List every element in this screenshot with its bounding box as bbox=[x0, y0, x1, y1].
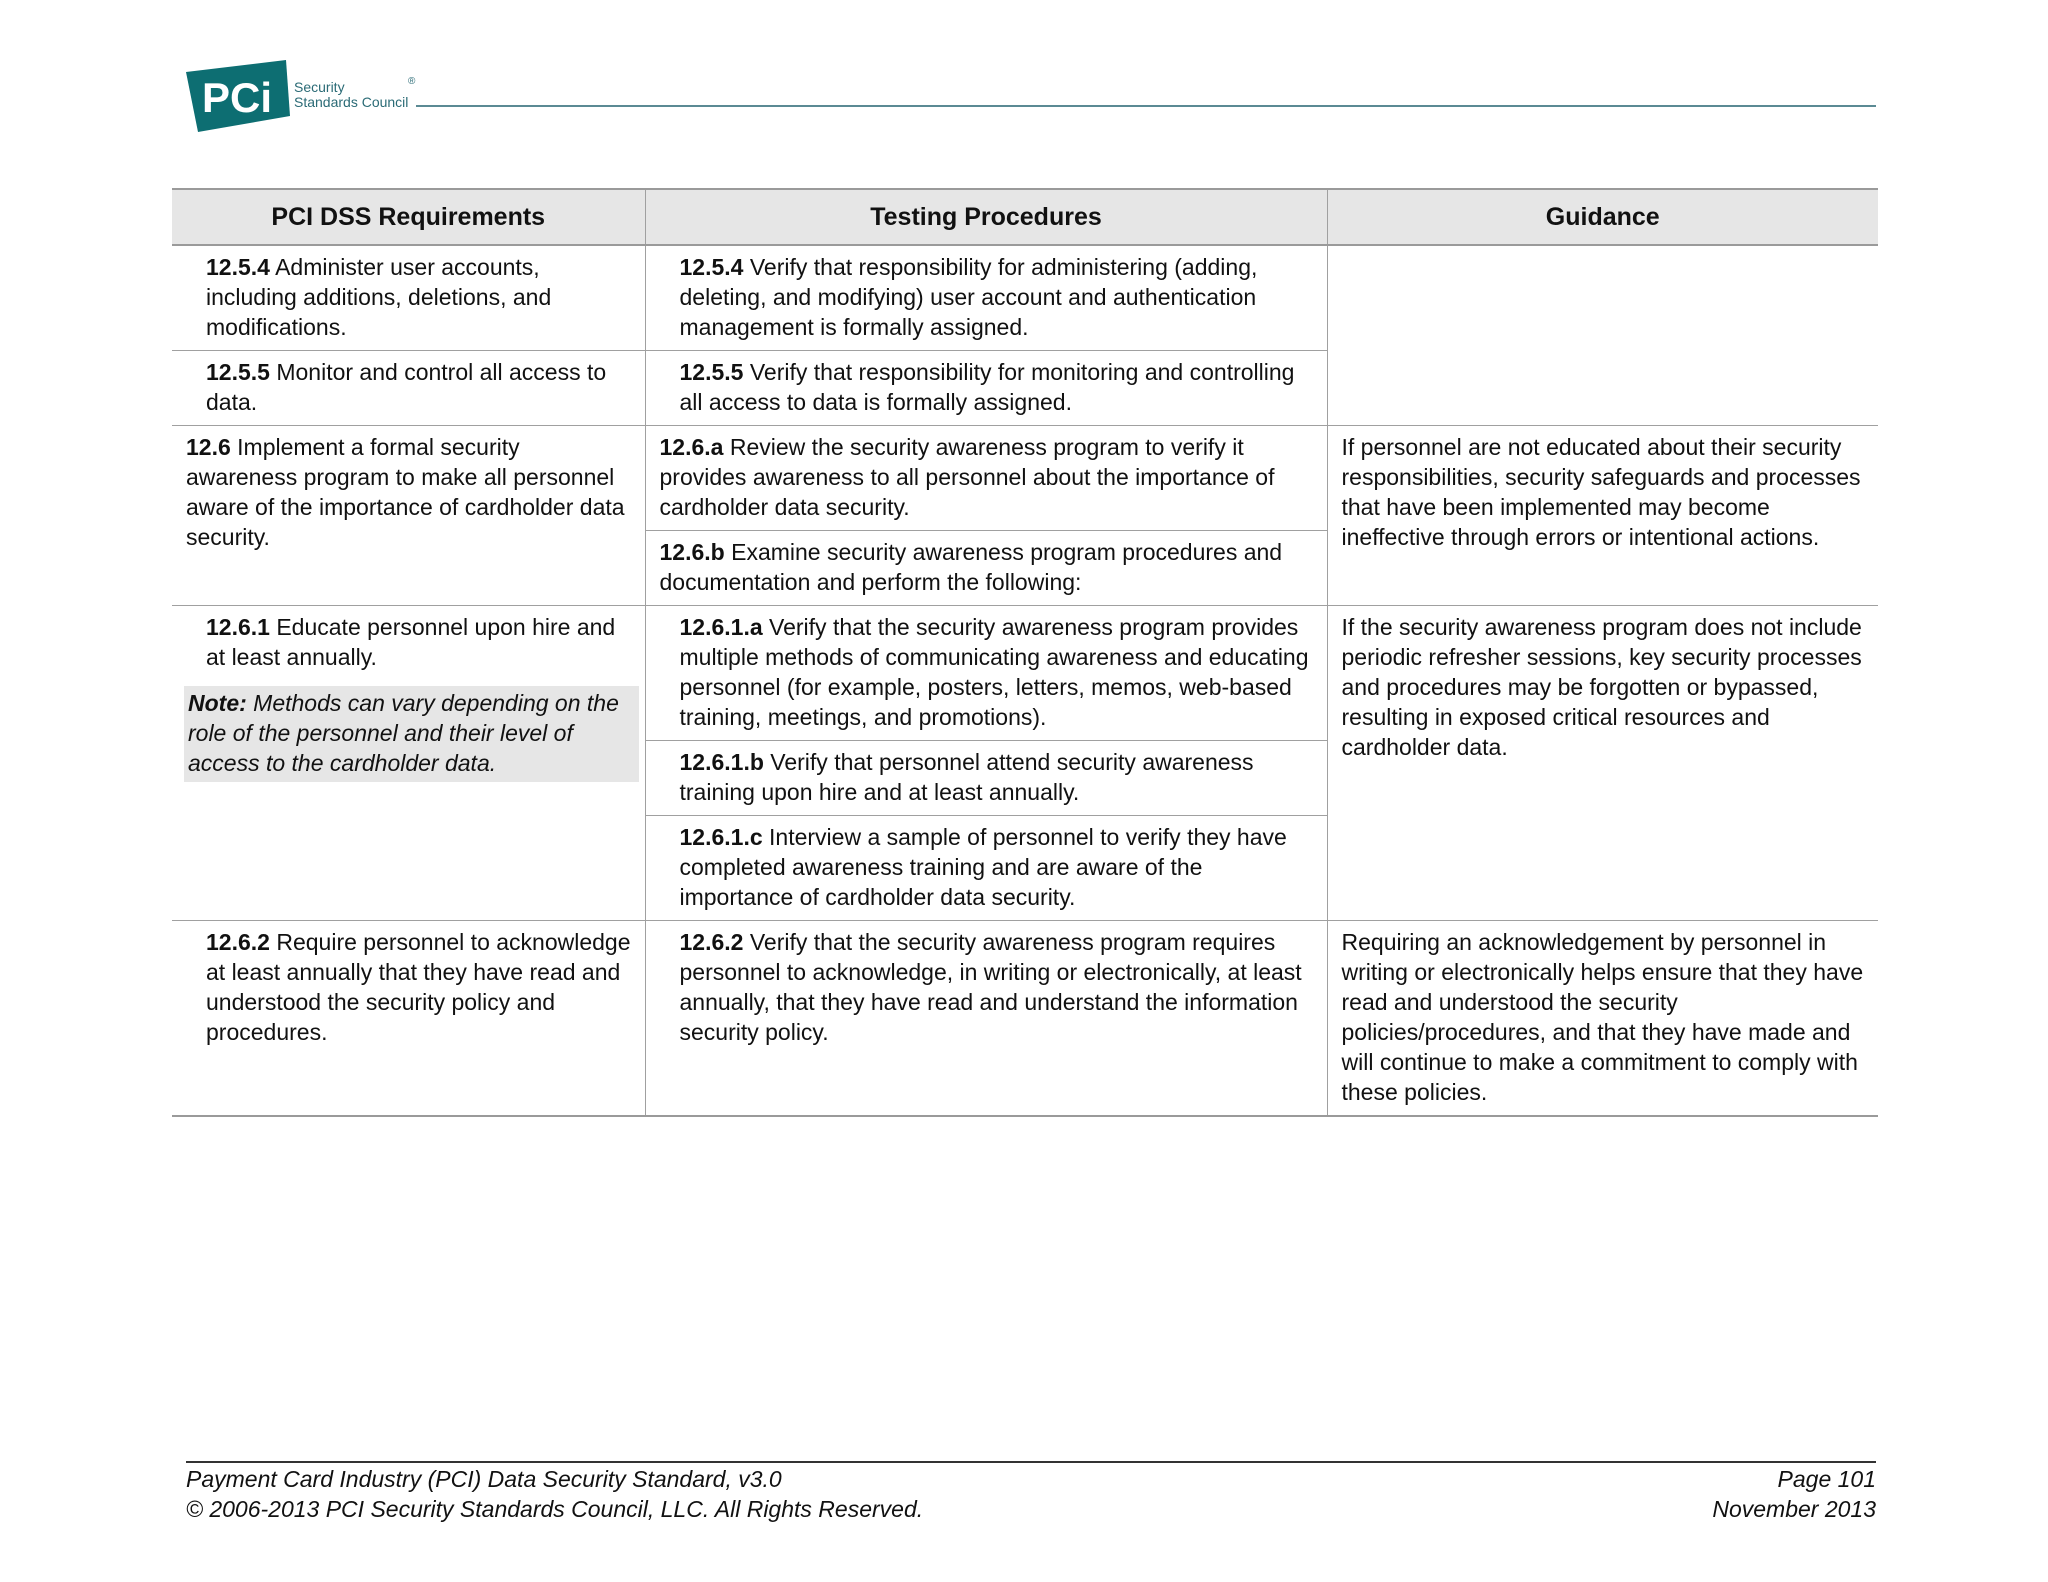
requirement-cell bbox=[172, 245, 645, 351]
org-name-line1: Security bbox=[294, 79, 345, 95]
requirement-cell bbox=[172, 426, 645, 606]
requirement-number: 12.6.1 bbox=[206, 614, 270, 640]
testing-text: Interview a sample of personnel to verify they have completed awareness training and are aware of the importance of cardholder data security. bbox=[679, 824, 1287, 910]
testing-number: 12.5.5 bbox=[679, 359, 744, 385]
note-label: Note: bbox=[188, 690, 247, 716]
requirement-cell bbox=[172, 351, 645, 426]
testing-cell bbox=[645, 531, 1327, 606]
requirements-table bbox=[172, 188, 1878, 1117]
guidance-cell: If the security awareness program does not include periodic refresher sessions, key security processes and procedures may be forgotten or bypassed, resulting in exposed critical resources and cardholder data. bbox=[1327, 606, 1878, 921]
testing-cell bbox=[645, 245, 1327, 351]
testing-text: Verify that responsibility for administering (adding, deleting, and modifying) user account and authentication management is formally assigned. bbox=[679, 254, 1258, 340]
requirement-cell bbox=[172, 921, 645, 1117]
requirement-number: 12.6 bbox=[186, 434, 231, 460]
testing-text: Verify that responsibility for monitoring and controlling all access to data is formally assigned. bbox=[679, 359, 1295, 415]
requirement-text: Implement a formal security awareness program to make all personnel aware of the importance of cardholder data security. bbox=[186, 434, 625, 550]
testing-cell bbox=[645, 606, 1327, 741]
testing-text: Verify that the security awareness program provides multiple methods of communicating awareness and educating personnel (for example, posters, letters, memos, web-based training, meetings, and promotions). bbox=[679, 614, 1309, 730]
testing-cell bbox=[645, 741, 1327, 816]
header-guidance: Guidance bbox=[1327, 189, 1878, 245]
testing-cell bbox=[645, 921, 1327, 1117]
testing-number: 12.6.1.c bbox=[679, 824, 763, 850]
registered-mark: ® bbox=[408, 76, 416, 87]
requirement-number: 12.5.4 bbox=[206, 254, 270, 280]
testing-text: Verify that personnel attend security awareness training upon hire and at least annually. bbox=[679, 749, 1254, 805]
requirement-text: Require personnel to acknowledge at least annually that they have read and understood the security policy and procedures. bbox=[206, 929, 631, 1045]
requirement-number: 12.5.5 bbox=[206, 359, 270, 385]
header-testing-procedures: Testing Procedures bbox=[645, 189, 1327, 245]
footer-doc-title: Payment Card Industry (PCI) Data Security Standard, v3.0 bbox=[186, 1466, 782, 1492]
table-row bbox=[172, 245, 1878, 351]
testing-number: 12.6.a bbox=[659, 434, 724, 460]
org-name-line2: Standards Council bbox=[294, 94, 409, 110]
guidance-cell-empty bbox=[1327, 245, 1878, 426]
header-rule bbox=[416, 105, 1876, 107]
testing-number: 12.6.1.b bbox=[679, 749, 764, 775]
table-header-row bbox=[172, 189, 1878, 245]
guidance-cell: If personnel are not educated about their security responsibilities, security safeguards and processes that have been implemented may become ineffective through errors or intentional actions. bbox=[1327, 426, 1878, 606]
page-header bbox=[186, 60, 1876, 135]
testing-number: 12.6.b bbox=[659, 539, 725, 565]
testing-cell bbox=[645, 351, 1327, 426]
footer-left bbox=[186, 1464, 923, 1524]
note-text: Methods can vary depending on the role of the personnel and their level of access to the cardholder data. bbox=[188, 690, 619, 776]
testing-text: Verify that the security awareness program requires personnel to acknowledge, in writing or electronically, at least annually, that they have read and understand the information security policy. bbox=[679, 929, 1302, 1045]
header-requirements: PCI DSS Requirements bbox=[172, 189, 645, 245]
testing-cell bbox=[645, 426, 1327, 531]
requirement-cell bbox=[172, 606, 645, 921]
requirement-note bbox=[184, 686, 639, 782]
requirement-text: Monitor and control all access to data. bbox=[206, 359, 607, 415]
org-name bbox=[294, 76, 416, 110]
footer-right bbox=[1712, 1464, 1876, 1524]
table-row bbox=[172, 426, 1878, 531]
requirement-text: Educate personnel upon hire and at least annually. bbox=[206, 614, 616, 670]
footer-date: November 2013 bbox=[1712, 1496, 1876, 1522]
testing-number: 12.6.1.a bbox=[679, 614, 763, 640]
footer-copyright: © 2006-2013 PCI Security Standards Council, LLC. All Rights Reserved. bbox=[186, 1496, 924, 1522]
testing-text: Review the security awareness program to verify it provides awareness to all personnel about the importance of cardholder data security. bbox=[659, 434, 1275, 520]
requirement-text: Administer user accounts, including additions, deletions, and modifications. bbox=[206, 254, 552, 340]
testing-cell bbox=[645, 816, 1327, 921]
table-row bbox=[172, 606, 1878, 741]
testing-number: 12.5.4 bbox=[679, 254, 744, 280]
testing-number: 12.6.2 bbox=[679, 929, 744, 955]
footer-page-number: Page 101 bbox=[1777, 1466, 1876, 1492]
requirement-number: 12.6.2 bbox=[206, 929, 270, 955]
table-row bbox=[172, 921, 1878, 1117]
footer-rule bbox=[186, 1461, 1876, 1463]
testing-text: Examine security awareness program procedures and documentation and perform the following: bbox=[659, 539, 1283, 595]
logo-mark: PCi bbox=[202, 74, 273, 121]
guidance-cell: Requiring an acknowledgement by personnel in writing or electronically helps ensure that they have read and understood the security policies/procedures, and that they have made and will continue to make a commitment to comply with these policies. bbox=[1327, 921, 1878, 1117]
